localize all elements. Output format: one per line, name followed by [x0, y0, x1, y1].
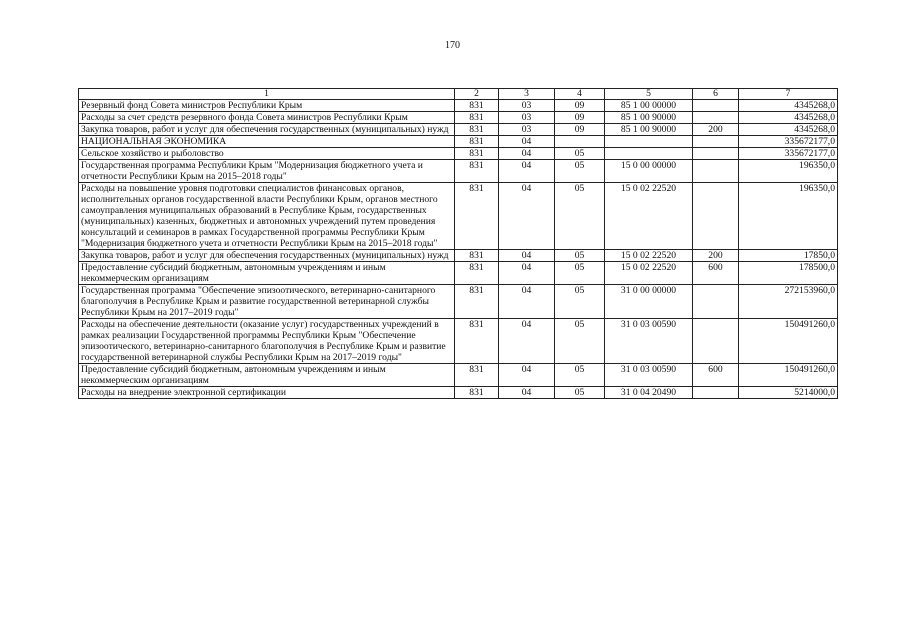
column-header: 3 [499, 89, 555, 100]
section-code: 04 [499, 364, 555, 387]
row-description: Предоставление субсидий бюджетным, автономным учреждениям и иным некоммерческим организациям [79, 262, 455, 285]
section-code: 04 [499, 183, 555, 250]
column-header: 6 [693, 89, 739, 100]
expense-type-code [693, 387, 739, 399]
row-description: Расходы на внедрение электронной сертификации [79, 387, 455, 399]
admin-code: 831 [455, 100, 499, 112]
subsection-code [555, 136, 605, 148]
expense-type-code: 200 [693, 250, 739, 262]
table-row [79, 250, 838, 262]
admin-code: 831 [455, 387, 499, 399]
admin-code: 831 [455, 112, 499, 124]
column-header: 2 [455, 89, 499, 100]
table-row [79, 112, 838, 124]
subsection-code: 05 [555, 285, 605, 319]
table-row [79, 136, 838, 148]
admin-code: 831 [455, 124, 499, 136]
table-row [79, 148, 838, 160]
target-article-code [605, 148, 693, 160]
expense-type-code [693, 160, 739, 183]
expense-type-code: 200 [693, 124, 739, 136]
amount: 4345268,0 [739, 124, 838, 136]
subsection-code: 05 [555, 262, 605, 285]
target-article-code: 85 1 00 00000 [605, 100, 693, 112]
section-code: 04 [499, 262, 555, 285]
admin-code: 831 [455, 285, 499, 319]
row-description: Закупка товаров, работ и услуг для обеспечения государственных (муниципальных) нужд [79, 250, 455, 262]
target-article-code: 15 0 02 22520 [605, 262, 693, 285]
table-row [79, 262, 838, 285]
section-code: 04 [499, 148, 555, 160]
subsection-code: 05 [555, 250, 605, 262]
target-article-code: 15 0 00 00000 [605, 160, 693, 183]
subsection-code: 09 [555, 124, 605, 136]
row-description: Расходы на повышение уровня подготовки специалистов финансовых органов, исполнительных органов государственной власти Республики Крым, органов местного самоуправления муниципальных образований в Республике Крым, государственных (муниципальных) казенных, бюджетных и автономных учреждений путем проведения консультаций и семинаров в рамках Государственной программы Республики Крым "Модернизация бюджетного учета и отчетности Республики Крым на 2015–2018 годы" [79, 183, 455, 250]
table-row [79, 183, 838, 250]
target-article-code [605, 136, 693, 148]
expense-type-code [693, 136, 739, 148]
row-description: Сельское хозяйство и рыболовство [79, 148, 455, 160]
table-row [79, 364, 838, 387]
row-description: Предоставление субсидий бюджетным, автономным учреждениям и иным некоммерческим организациям [79, 364, 455, 387]
amount: 272153960,0 [739, 285, 838, 319]
page-number: 170 [445, 40, 460, 51]
section-code: 04 [499, 319, 555, 364]
subsection-code: 09 [555, 100, 605, 112]
subsection-code: 09 [555, 112, 605, 124]
expense-type-code [693, 183, 739, 250]
amount: 4345268,0 [739, 100, 838, 112]
admin-code: 831 [455, 136, 499, 148]
admin-code: 831 [455, 262, 499, 285]
target-article-code: 31 0 03 00590 [605, 364, 693, 387]
table-row [79, 387, 838, 399]
row-description: Закупка товаров, работ и услуг для обеспечения государственных (муниципальных) нужд [79, 124, 455, 136]
budget-table [78, 88, 838, 399]
admin-code: 831 [455, 148, 499, 160]
amount: 335672177,0 [739, 148, 838, 160]
row-description: Резервный фонд Совета министров Республики Крым [79, 100, 455, 112]
section-code: 04 [499, 387, 555, 399]
amount: 4345268,0 [739, 112, 838, 124]
subsection-code: 05 [555, 148, 605, 160]
admin-code: 831 [455, 319, 499, 364]
subsection-code: 05 [555, 183, 605, 250]
table-row [79, 124, 838, 136]
section-code: 04 [499, 285, 555, 319]
expense-type-code: 600 [693, 262, 739, 285]
table-row [79, 160, 838, 183]
row-description: Расходы на обеспечение деятельности (оказание услуг) государственных учреждений в рамках реализации Государственной программы Республики Крым "Обеспечение эпизоотического, ветеринарно-санитарного благополучия в Республике Крым и развитие государственной ветеринарной службы Республики Крым на 2017–2019 годы" [79, 319, 455, 364]
row-description: Государственная программа Республики Крым "Модернизация бюджетного учета и отчетности Республики Крым на 2015–2018 годы" [79, 160, 455, 183]
amount: 150491260,0 [739, 319, 838, 364]
expense-type-code [693, 285, 739, 319]
amount: 196350,0 [739, 160, 838, 183]
section-code: 04 [499, 250, 555, 262]
row-description: Государственная программа "Обеспечение эпизоотического, ветеринарно-санитарного благополучия в Республике Крым и развитие государственной ветеринарной службы Республики Крым на 2017–2019 годы" [79, 285, 455, 319]
expense-type-code [693, 100, 739, 112]
expense-type-code [693, 112, 739, 124]
amount: 196350,0 [739, 183, 838, 250]
target-article-code: 15 0 02 22520 [605, 183, 693, 250]
section-code: 04 [499, 160, 555, 183]
amount: 5214000,0 [739, 387, 838, 399]
table-row [79, 319, 838, 364]
target-article-code: 31 0 03 00590 [605, 319, 693, 364]
expense-type-code [693, 319, 739, 364]
target-article-code: 15 0 02 22520 [605, 250, 693, 262]
amount: 335672177,0 [739, 136, 838, 148]
column-header: 4 [555, 89, 605, 100]
admin-code: 831 [455, 250, 499, 262]
target-article-code: 85 1 00 90000 [605, 112, 693, 124]
admin-code: 831 [455, 183, 499, 250]
amount: 150491260,0 [739, 364, 838, 387]
subsection-code: 05 [555, 364, 605, 387]
header-row [79, 89, 838, 100]
row-description: Расходы за счет средств резервного фонда Совета министров Республики Крым [79, 112, 455, 124]
subsection-code: 05 [555, 387, 605, 399]
target-article-code: 31 0 00 00000 [605, 285, 693, 319]
target-article-code: 85 1 00 90000 [605, 124, 693, 136]
section-code: 03 [499, 112, 555, 124]
section-code: 03 [499, 124, 555, 136]
table-row [79, 285, 838, 319]
amount: 17850,0 [739, 250, 838, 262]
amount: 178500,0 [739, 262, 838, 285]
admin-code: 831 [455, 160, 499, 183]
expense-type-code: 600 [693, 364, 739, 387]
column-header: 7 [739, 89, 838, 100]
admin-code: 831 [455, 364, 499, 387]
subsection-code: 05 [555, 160, 605, 183]
section-code: 04 [499, 136, 555, 148]
row-description: НАЦИОНАЛЬНАЯ ЭКОНОМИКА [79, 136, 455, 148]
expense-type-code [693, 148, 739, 160]
target-article-code: 31 0 04 20490 [605, 387, 693, 399]
section-code: 03 [499, 100, 555, 112]
table-row [79, 100, 838, 112]
subsection-code: 05 [555, 319, 605, 364]
column-header: 5 [605, 89, 693, 100]
column-header: 1 [79, 89, 455, 100]
